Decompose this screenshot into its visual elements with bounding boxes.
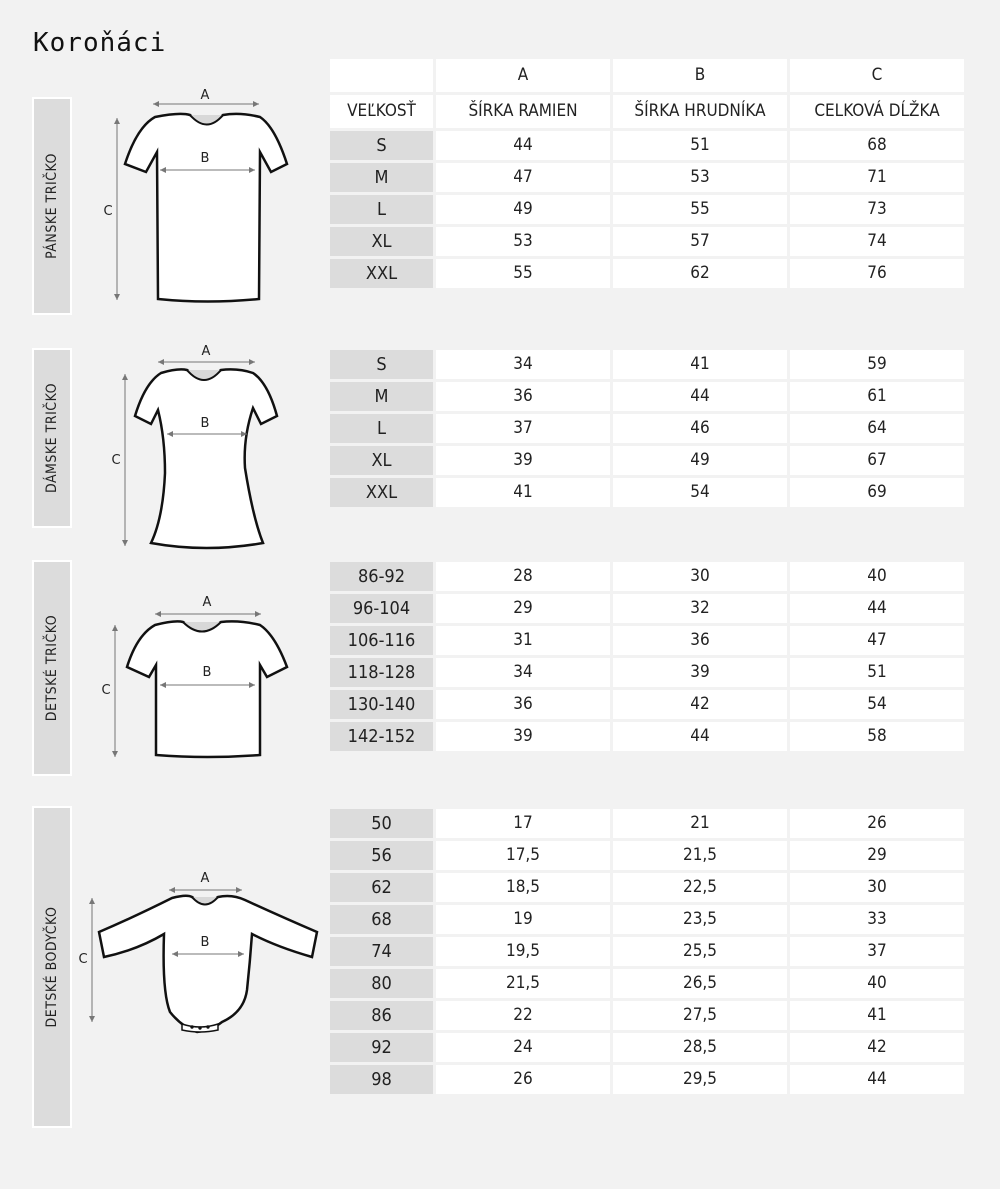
total-length-cell: 73: [789, 194, 966, 226]
size-cell: XL: [329, 445, 435, 477]
chest-width-cell: 36: [612, 625, 789, 657]
dim-label-b: B: [200, 935, 210, 950]
womens-tshirt-diagram: [103, 338, 303, 553]
size-cell: XXL: [329, 477, 435, 509]
header-total-length: CELKOVÁ DĹŽKA: [789, 94, 966, 130]
chest-width-cell: 30: [612, 561, 789, 593]
size-cell: XL: [329, 226, 435, 258]
chest-width-cell: 46: [612, 413, 789, 445]
table-row: [329, 968, 966, 1000]
header-empty-cell: [329, 58, 435, 94]
table-row: [329, 625, 966, 657]
table-row: [329, 1032, 966, 1064]
shoulder-width-cell: 55: [435, 258, 612, 290]
total-length-cell: 40: [789, 968, 966, 1000]
shoulder-width-cell: 21,5: [435, 968, 612, 1000]
womens-rows: [329, 349, 966, 509]
kids-size-table: [327, 559, 967, 754]
kids-rows: [329, 561, 966, 753]
table-row: [329, 593, 966, 625]
header-letter-a: A: [435, 58, 612, 94]
table-row: [329, 840, 966, 872]
brand-logo: Koroňáci: [33, 28, 167, 58]
total-length-cell: 67: [789, 445, 966, 477]
shoulder-width-cell: 47: [435, 162, 612, 194]
size-cell: 56: [329, 840, 435, 872]
table-row: [329, 721, 966, 753]
chest-width-cell: 41: [612, 349, 789, 381]
table-row: [329, 477, 966, 509]
dim-label-b: B: [200, 151, 210, 166]
mens-tshirt-diagram: [95, 82, 305, 307]
dim-label-c: C: [111, 453, 121, 468]
total-length-cell: 30: [789, 872, 966, 904]
chest-width-cell: 39: [612, 657, 789, 689]
total-length-cell: 68: [789, 130, 966, 162]
header-letter-b: B: [612, 58, 789, 94]
total-length-cell: 26: [789, 808, 966, 840]
chest-width-cell: 57: [612, 226, 789, 258]
section-label-womens-tshirt: [32, 348, 72, 528]
section-label-text: DETSKÉ TRIČKO: [44, 614, 60, 722]
table-row: [329, 689, 966, 721]
bodysuit-rows: [329, 808, 966, 1096]
chest-width-cell: 51: [612, 130, 789, 162]
dim-label-a: A: [200, 88, 210, 103]
dim-label-a: A: [200, 871, 210, 886]
table-row: [329, 657, 966, 689]
size-cell: 118-128: [329, 657, 435, 689]
shoulder-width-cell: 19: [435, 904, 612, 936]
total-length-cell: 33: [789, 904, 966, 936]
total-length-cell: 40: [789, 561, 966, 593]
size-cell: S: [329, 130, 435, 162]
table-row: [329, 194, 966, 226]
kids-bodysuit-diagram: [72, 862, 327, 1037]
size-cell: 86: [329, 1000, 435, 1032]
shoulder-width-cell: 36: [435, 689, 612, 721]
dim-label-a: A: [202, 595, 212, 610]
shoulder-width-cell: 44: [435, 130, 612, 162]
total-length-cell: 41: [789, 1000, 966, 1032]
size-cell: 86-92: [329, 561, 435, 593]
total-length-cell: 51: [789, 657, 966, 689]
shoulder-width-cell: 36: [435, 381, 612, 413]
dim-label-b: B: [200, 416, 210, 431]
total-length-cell: 71: [789, 162, 966, 194]
section-label-kids-bodysuit: [32, 806, 72, 1128]
dim-label-b: B: [202, 665, 212, 680]
mens-rows: [329, 130, 966, 290]
dim-label-c: C: [103, 204, 113, 219]
chest-width-cell: 21,5: [612, 840, 789, 872]
size-cell: 92: [329, 1032, 435, 1064]
table-row: [329, 1064, 966, 1096]
shoulder-width-cell: 41: [435, 477, 612, 509]
dim-label-c: C: [101, 683, 111, 698]
chest-width-cell: 42: [612, 689, 789, 721]
total-length-cell: 44: [789, 1064, 966, 1096]
dim-label-c: C: [78, 952, 88, 967]
shoulder-width-cell: 39: [435, 721, 612, 753]
size-cell: S: [329, 349, 435, 381]
table-row: [329, 226, 966, 258]
chest-width-cell: 29,5: [612, 1064, 789, 1096]
table-header-letters: [329, 58, 966, 94]
total-length-cell: 54: [789, 689, 966, 721]
size-cell: 68: [329, 904, 435, 936]
chest-width-cell: 53: [612, 162, 789, 194]
shoulder-width-cell: 28: [435, 561, 612, 593]
table-row: [329, 561, 966, 593]
total-length-cell: 47: [789, 625, 966, 657]
section-label-text: DÁMSKE TRIČKO: [44, 382, 60, 494]
section-label-text: DETSKÉ BODYČKO: [44, 906, 60, 1028]
chest-width-cell: 32: [612, 593, 789, 625]
total-length-cell: 29: [789, 840, 966, 872]
table-row: [329, 349, 966, 381]
total-length-cell: 64: [789, 413, 966, 445]
size-cell: 142-152: [329, 721, 435, 753]
chest-width-cell: 44: [612, 381, 789, 413]
dim-label-a: A: [201, 344, 211, 359]
size-cell: M: [329, 381, 435, 413]
header-letter-c: C: [789, 58, 966, 94]
size-cell: 74: [329, 936, 435, 968]
chest-width-cell: 21: [612, 808, 789, 840]
shoulder-width-cell: 34: [435, 349, 612, 381]
table-row: [329, 130, 966, 162]
chest-width-cell: 25,5: [612, 936, 789, 968]
header-size: VEĽKOSŤ: [329, 94, 435, 130]
table-row: [329, 381, 966, 413]
shoulder-width-cell: 49: [435, 194, 612, 226]
table-header-names: [329, 94, 966, 130]
bodysuit-size-table: [327, 806, 967, 1097]
chest-width-cell: 55: [612, 194, 789, 226]
shoulder-width-cell: 17,5: [435, 840, 612, 872]
chest-width-cell: 62: [612, 258, 789, 290]
table-row: [329, 1000, 966, 1032]
shoulder-width-cell: 37: [435, 413, 612, 445]
size-cell: 50: [329, 808, 435, 840]
chest-width-cell: 44: [612, 721, 789, 753]
shoulder-width-cell: 29: [435, 593, 612, 625]
header-shoulder-width: ŠÍRKA RAMIEN: [435, 94, 612, 130]
table-row: [329, 904, 966, 936]
shoulder-width-cell: 18,5: [435, 872, 612, 904]
table-row: [329, 413, 966, 445]
womens-size-table: [327, 347, 967, 510]
chest-width-cell: 22,5: [612, 872, 789, 904]
total-length-cell: 69: [789, 477, 966, 509]
table-row: [329, 936, 966, 968]
total-length-cell: 44: [789, 593, 966, 625]
shoulder-width-cell: 31: [435, 625, 612, 657]
size-cell: 96-104: [329, 593, 435, 625]
size-cell: 80: [329, 968, 435, 1000]
shoulder-width-cell: 34: [435, 657, 612, 689]
header-chest-width: ŠÍRKA HRUDNÍKA: [612, 94, 789, 130]
section-label-mens-tshirt: [32, 97, 72, 315]
table-row: [329, 872, 966, 904]
chest-width-cell: 54: [612, 477, 789, 509]
size-cell: XXL: [329, 258, 435, 290]
size-cell: M: [329, 162, 435, 194]
shoulder-width-cell: 39: [435, 445, 612, 477]
mens-size-table: [327, 56, 967, 291]
chest-width-cell: 23,5: [612, 904, 789, 936]
shoulder-width-cell: 24: [435, 1032, 612, 1064]
total-length-cell: 61: [789, 381, 966, 413]
total-length-cell: 59: [789, 349, 966, 381]
total-length-cell: 74: [789, 226, 966, 258]
shoulder-width-cell: 17: [435, 808, 612, 840]
size-cell: L: [329, 194, 435, 226]
size-cell: 62: [329, 872, 435, 904]
total-length-cell: 58: [789, 721, 966, 753]
total-length-cell: 76: [789, 258, 966, 290]
chest-width-cell: 28,5: [612, 1032, 789, 1064]
table-row: [329, 445, 966, 477]
table-row: [329, 162, 966, 194]
size-cell: L: [329, 413, 435, 445]
table-row: [329, 808, 966, 840]
chest-width-cell: 27,5: [612, 1000, 789, 1032]
section-label-kids-tshirt: [32, 560, 72, 776]
table-row: [329, 258, 966, 290]
total-length-cell: 37: [789, 936, 966, 968]
section-label-text: PÁNSKE TRIČKO: [44, 153, 60, 259]
size-cell: 98: [329, 1064, 435, 1096]
chest-width-cell: 49: [612, 445, 789, 477]
kids-tshirt-diagram: [95, 585, 295, 765]
total-length-cell: 42: [789, 1032, 966, 1064]
chest-width-cell: 26,5: [612, 968, 789, 1000]
shoulder-width-cell: 26: [435, 1064, 612, 1096]
shoulder-width-cell: 53: [435, 226, 612, 258]
shoulder-width-cell: 22: [435, 1000, 612, 1032]
size-cell: 130-140: [329, 689, 435, 721]
size-cell: 106-116: [329, 625, 435, 657]
shoulder-width-cell: 19,5: [435, 936, 612, 968]
